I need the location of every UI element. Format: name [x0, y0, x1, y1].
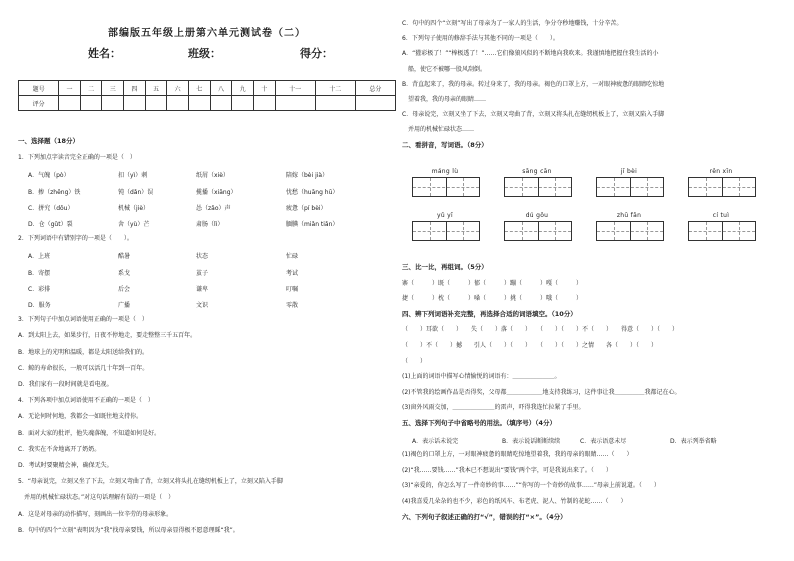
score-header-cell: 十一	[275, 81, 315, 96]
option-item: 肃肠（lì）	[196, 221, 224, 228]
grid-line	[597, 187, 663, 188]
score-table	[18, 80, 396, 111]
score-header-cell: 十	[253, 81, 275, 96]
writing-box[interactable]	[412, 221, 480, 241]
pinyin-text: rěn xīn	[709, 168, 733, 175]
score-cell	[315, 96, 355, 111]
score-header-cell: 三	[102, 81, 124, 96]
question-line: A．无论何时何地，我都会一如既往地支持你。	[18, 413, 143, 421]
score-header-cell: 总分	[355, 81, 395, 96]
pinyin-item	[688, 168, 756, 197]
pinyin-item	[596, 168, 664, 197]
question-line: 船，使它不被哪一股风刮倒。	[402, 65, 487, 73]
pinyin-text: jī bèi	[620, 168, 638, 175]
option-item: 揽播（xiāng）	[196, 188, 237, 196]
option-item: A．上班	[28, 253, 51, 261]
question-line: D．我们家有一段时间就是看电视。	[18, 381, 113, 388]
question-line: (4)我喜爱几朵杂的也不少，彩色的纸风车、布老虎、泥人、竹制的花蛇……（ ）	[402, 498, 627, 505]
question-line: C．我实在不舍地离开了奶奶。	[18, 445, 101, 453]
score-cell	[59, 96, 81, 111]
score-cell	[167, 96, 189, 111]
option-item: 机械（jiè）	[118, 204, 150, 212]
option-item: 纸屑（xiè）	[196, 172, 229, 180]
score-header-cell: 一	[59, 81, 81, 96]
option-item: A．气魄（pò）	[28, 172, 70, 180]
question-line: 6．下列句子使用的修辞手法与其他不同的一项是（ ）。	[402, 35, 559, 43]
score-cell	[102, 96, 124, 111]
score-cell	[124, 96, 146, 111]
grid-line	[689, 231, 755, 232]
question-line: 并用的机械忙碌状态。”对这句话理解有误的一项是（ ）	[18, 494, 175, 502]
option-item: B．掺（zhēng）铁	[28, 188, 81, 196]
score-header-cell: 八	[210, 81, 232, 96]
question-line: 3．下列句子中加点词语使用正确的一项是（ ）	[18, 316, 148, 324]
question-line: (3)“亲爱的，你怎么写了一件奇妙的事……”“你写的一个奇妙的故事……”母亲上前说道。（ ）	[402, 482, 660, 490]
question-line: B．地球上的光明和温暖，都是太阳送给我们的。	[18, 348, 149, 356]
option-item: 系戈	[118, 269, 131, 277]
score-cell	[188, 96, 210, 111]
score-cell	[80, 96, 102, 111]
question-line: 5．“母亲说完，立刻又坐了下去，立刻又弯曲了背，立刻又将头扎在缝纫机板上了，立刻又陷入手脚	[18, 478, 283, 486]
section-heading: 三、比一比，再组词。（5分）	[402, 263, 488, 271]
score-header-cell: 七	[188, 81, 210, 96]
question-line: (2)不管我的绘画作品是否得奖，父母都＿＿＿＿＿＿地支持我练习，这件事让我＿＿＿＿＿我都记在心。	[402, 388, 681, 396]
score-label: 得分：	[300, 47, 333, 60]
writing-box[interactable]	[596, 221, 664, 241]
option-item: 叮嘱	[286, 285, 299, 293]
option-item: 状态	[196, 253, 209, 261]
question-line: 并用的机械忙碌状态……	[402, 126, 475, 134]
question-line: （ ）	[402, 357, 427, 365]
option-item: 茧子	[196, 269, 209, 277]
grid-line	[505, 187, 571, 188]
option-item: 腼腆（miǎn tiǎn）	[286, 221, 339, 228]
option-item: C．拼究（dōu）	[28, 204, 74, 212]
pinyin-text: máng lù	[431, 168, 459, 175]
question-line: 1．下列加点字读音完全正确的一项是（ ）	[18, 154, 136, 162]
pinyin-text: yǔ yī	[437, 212, 453, 219]
option-item: 疲惫（pí bèi）	[286, 204, 327, 212]
section-heading: 六、下列句子叙述正确的打“√”，错误的打“×”。（4分）	[402, 512, 567, 521]
option-item: A．表示话未说完	[412, 437, 459, 445]
question-line: 寨（ ）既（ ）郁（ ）蹦（ ）嘎（ ）	[402, 279, 583, 287]
question-line: (1)上面的词语中描写心情愉悦的词语有：＿＿＿＿＿＿＿。	[402, 373, 561, 381]
pinyin-text: zhū fān	[616, 212, 642, 219]
section-heading: 二、看拼音，写词语。（8分）	[402, 140, 488, 149]
question-line: 2．下列词语中有错别字的一项是（ ）。	[18, 235, 133, 243]
pinyin-text: dú gōu	[525, 212, 549, 219]
option-item: 后会	[118, 285, 131, 293]
question-line: 捷（ ）枕（ ）嗓（ ）挑（ ）哦（ ）	[402, 295, 583, 303]
score-cell	[232, 96, 254, 111]
pinyin-item	[688, 212, 756, 241]
score-value-row	[19, 96, 396, 111]
writing-box[interactable]	[688, 221, 756, 241]
score-cell	[210, 96, 232, 111]
question-line: B．面对大家的批评，他失魂落魄，不知道如何是好。	[18, 429, 161, 437]
pinyin-item	[504, 168, 572, 197]
option-item: D．服务	[28, 302, 51, 309]
question-line: (2)“我……要钱……”我本已不想说出“要钱”两个字，可是我说出来了。（ ）	[402, 466, 612, 474]
question-line: A．“獾彩极了！”“棒极透了！”……它们像狼风似的不断地向我吹来。我谨慎地把握住我生活的小	[402, 50, 659, 58]
section-heading: 五、选择下列句子中省略号的用法。（填序号）（4分）	[402, 419, 557, 427]
page-title: 部编版五年级上册第六单元测试卷（二）	[108, 28, 306, 39]
option-item: 考试	[286, 269, 299, 277]
question-line: B．句中的四个“立刻”表明因为“我”找母亲要钱，所以母亲显得极不愿意理睬“我”。	[18, 526, 239, 534]
writing-box[interactable]	[412, 177, 480, 197]
question-line: D．考试时要聚精会神，确保无失。	[18, 462, 113, 469]
grid-line	[413, 187, 479, 188]
grid-line	[413, 231, 479, 232]
pinyin-item	[412, 212, 480, 241]
question-line: C．母亲说完，立刻又坐了下去，立刻又弯曲了背，立刻又将头扎在缝纫机板上了，立刻又陷入手脚	[402, 111, 665, 119]
section-heading: 四、辨下列词语补充完整，再选择合适的词语填空。（10分）	[402, 309, 577, 318]
score-row-label: 评分	[19, 96, 59, 111]
writing-box[interactable]	[504, 221, 572, 241]
writing-box[interactable]	[504, 177, 572, 197]
option-item: B．表示说话断断续续	[502, 437, 561, 445]
pinyin-item	[596, 212, 664, 241]
option-item: 零散	[286, 302, 299, 309]
score-cell	[275, 96, 315, 111]
score-header-cell: 五	[145, 81, 167, 96]
option-item: 广播	[118, 302, 131, 309]
question-line: 望着我，我的母亲的眼睛……	[402, 96, 487, 103]
option-item: C．彩排	[28, 285, 51, 293]
option-item: 陪嫁（bèi jià）	[286, 172, 329, 180]
writing-box[interactable]	[688, 177, 756, 197]
score-header-cell: 二	[80, 81, 102, 96]
question-line: C．鲸的寿命很长，一般可以活几十年到一百年。	[18, 364, 149, 372]
option-item: 忙碌	[286, 253, 299, 261]
option-item: B．寄摆	[28, 269, 51, 277]
class-label: 班级：	[188, 47, 221, 60]
question-line: B．背直起来了，我的母亲。转过身来了，我的母亲。褐色的口罩上方，一对眼神疲惫的眼睛吃惊地	[402, 80, 665, 88]
question-line: C．句中的四个“立刻”写出了母亲为了一家人的生活，争分夺秒地赚钱，十分辛苦。	[402, 20, 623, 27]
option-item: 忧愁（huāng hū）	[286, 188, 339, 196]
option-item: 钝（dǎn）误	[118, 188, 154, 196]
score-cell	[253, 96, 275, 111]
pinyin-item	[504, 212, 572, 241]
question-line: 4．下列各项中加点词语使用不正确的一项是（ ）	[18, 397, 154, 405]
grid-line	[689, 187, 755, 188]
score-cell	[145, 96, 167, 111]
pinyin-text: sāng cān	[522, 168, 552, 175]
option-item: 扣（yì）刺	[118, 172, 148, 180]
score-header-cell: 九	[232, 81, 254, 96]
question-line: A．这是对母亲的动作描写，刻画出一位辛劳的母亲形象。	[18, 510, 173, 518]
pinyin-text: cí tuì	[712, 212, 730, 219]
question-line: （ ）耳欲（ ） 失（ ）落（ ） （ ）（ ）不（ ） 得意（ ）（ ）	[402, 326, 679, 334]
option-item: 怂（zǎo）声	[196, 204, 231, 212]
question-line: （ ）不（ ）撼 引人（ ）（ ） （ ）（ ）之情 各（ ）（ ）	[402, 342, 658, 349]
option-item: D．仓（gǔt）裂	[28, 221, 73, 228]
pinyin-item	[412, 168, 480, 197]
option-item: 谦卑	[196, 285, 209, 293]
option-item: D．表示列举省略	[670, 437, 717, 445]
score-header-cell: 六	[167, 81, 189, 96]
score-header-cell: 四	[124, 81, 146, 96]
grid-line	[505, 231, 571, 232]
writing-box[interactable]	[596, 177, 664, 197]
score-cell	[355, 96, 395, 111]
score-header-cell: 十二	[315, 81, 355, 96]
section-heading: 一、选择题（18分）	[18, 137, 80, 145]
option-item: 文识	[196, 302, 209, 309]
grid-line	[597, 231, 663, 232]
option-item: 酷暑	[118, 253, 131, 261]
score-header-row	[19, 81, 396, 96]
question-line: (1)褐色的口罩上方，一对眼神疲惫的眼睛吃惊地望着我，我的母亲的眼睛……（ ）	[402, 451, 633, 459]
option-item: 舍（yù）芒	[118, 221, 150, 228]
option-item: C．表示语意未尽	[580, 437, 627, 445]
name-label: 姓名：	[88, 47, 121, 60]
question-line: A．到太阳上去，如果步行，日夜不停地走，要走整整三千五百年。	[18, 332, 197, 340]
score-header-cell: 题号	[19, 81, 59, 96]
question-line: (3)窗外风雨交加，＿＿＿＿＿＿＿的雷声，吓得我连忙拉紧了手里。	[402, 404, 585, 412]
